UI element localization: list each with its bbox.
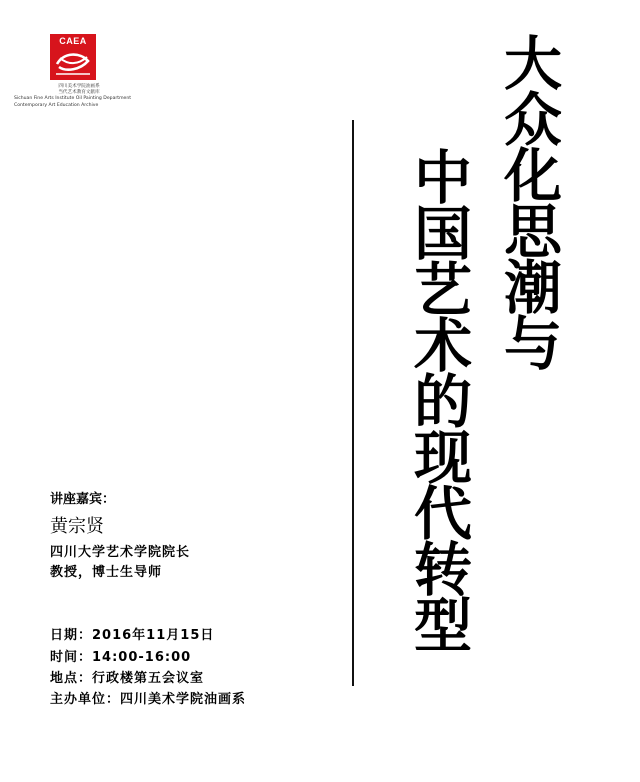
title-line-2 — [412, 144, 474, 660]
speaker-label: 讲座嘉宾： — [50, 492, 116, 507]
title-char: 现 — [413, 424, 472, 492]
title-char: 思 — [503, 198, 562, 266]
event-date: 日期：2016年11月15日 — [50, 628, 215, 643]
title-char: 化 — [503, 142, 562, 210]
title-char: 众 — [503, 86, 562, 154]
title-char: 代 — [413, 480, 472, 548]
logo-caption — [14, 84, 134, 109]
speaker-title-1: 四川大学艺术学院院长 — [50, 545, 191, 560]
vertical-divider — [352, 120, 354, 686]
title-char: 大 — [503, 30, 562, 98]
logo-archive-cn: 当代艺术教育文献库 — [58, 90, 100, 96]
caea-logo — [50, 34, 96, 80]
title-char: 艺 — [413, 256, 472, 324]
speaker-title-2: 教授，博士生导师 — [50, 565, 163, 580]
title-char: 国 — [413, 200, 472, 268]
title-char: 转 — [413, 536, 472, 604]
title-char: 中 — [413, 144, 472, 212]
event-place: 地点：行政楼第五会议室 — [50, 671, 205, 686]
title-char: 型 — [413, 592, 472, 660]
title-char: 术 — [413, 312, 472, 380]
title-line-1 — [502, 30, 564, 378]
event-time: 时间：14:00-16:00 — [50, 650, 192, 665]
title-char: 的 — [413, 368, 472, 436]
logo-org-en: Sichuan Fine Arts Institute Oil Painting Department — [14, 96, 132, 102]
title-char: 潮 — [503, 254, 562, 322]
speaker-name: 黄宗贤 — [50, 516, 104, 537]
logo-abbr: CAEA — [59, 36, 87, 46]
logo-archive-en: Contemporary Art Education Archive — [14, 102, 99, 108]
logo-emblem-icon — [50, 34, 96, 80]
logo-org-cn: 四川美术学院油画系 — [58, 84, 100, 89]
title-char: 与 — [503, 310, 562, 378]
event-host: 主办单位：四川美术学院油画系 — [50, 692, 247, 707]
